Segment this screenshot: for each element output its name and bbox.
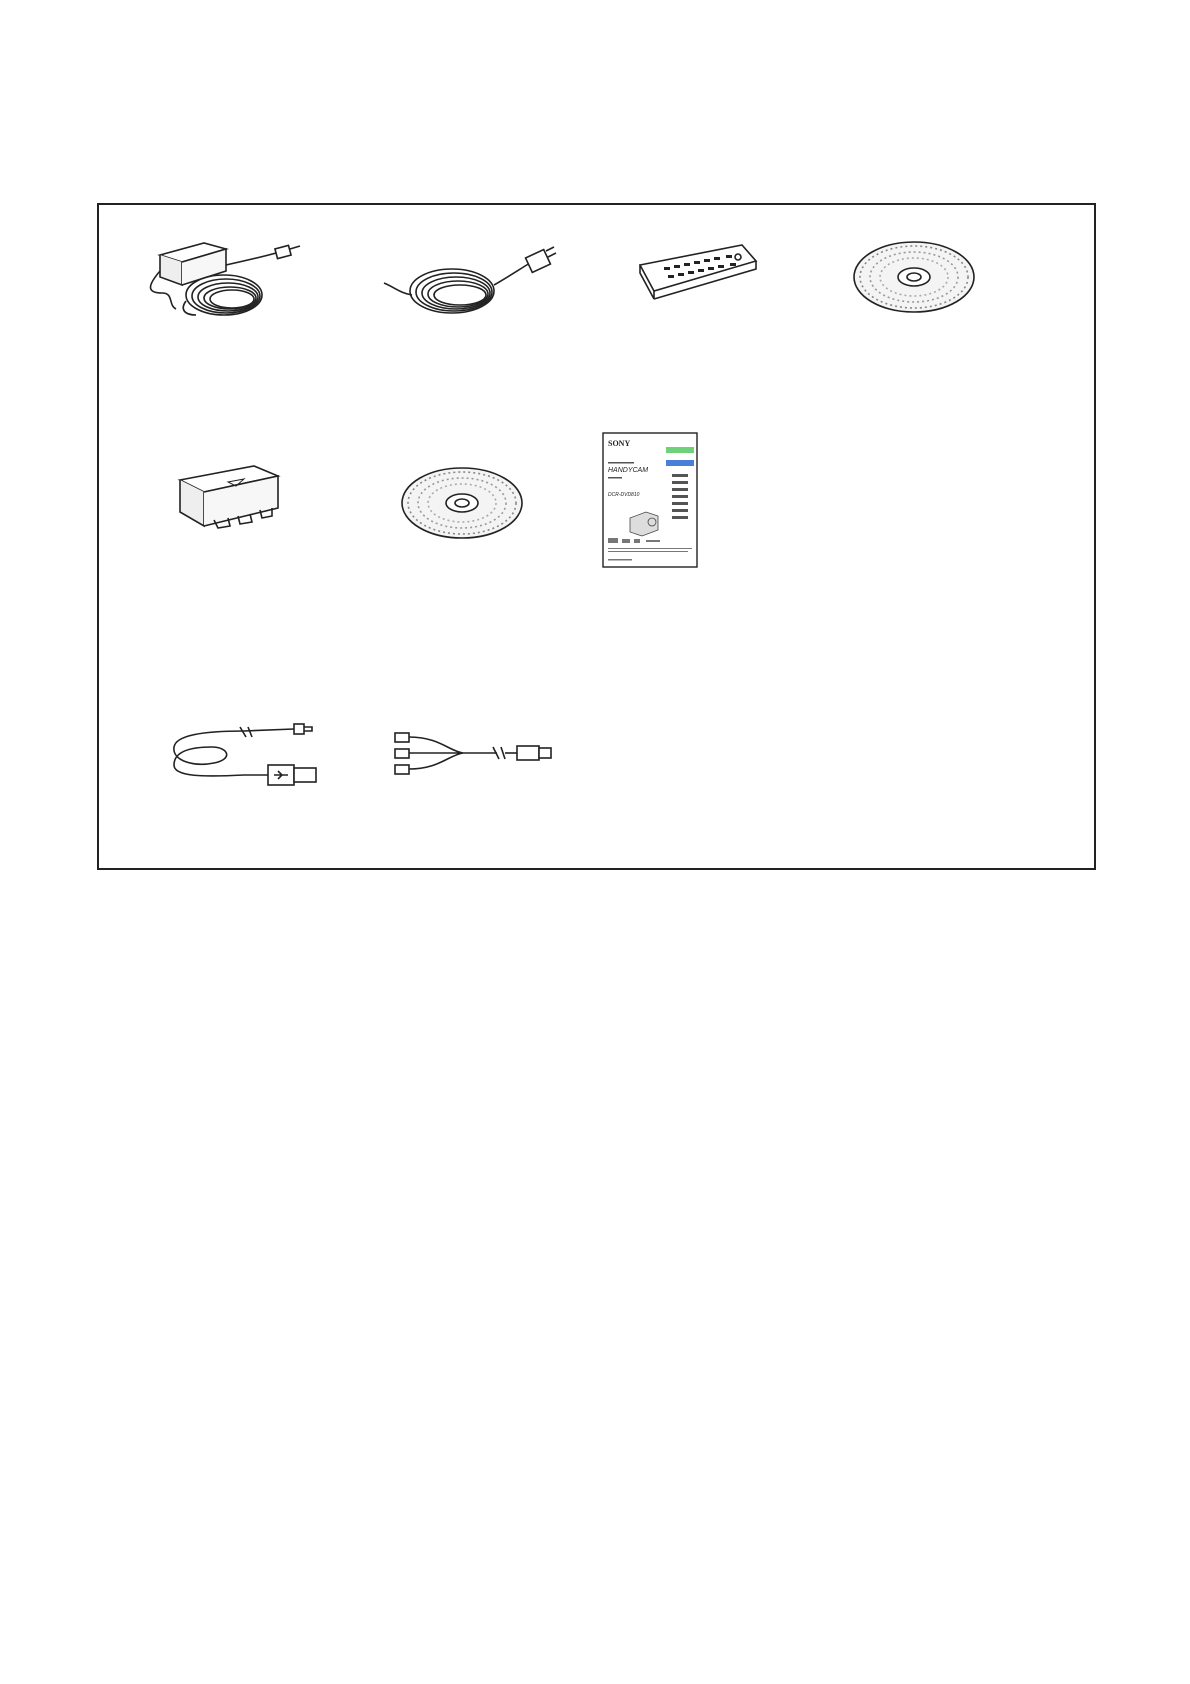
manual-product-line: HANDYCAM: [608, 467, 649, 474]
av-connecting-cable-icon: [389, 715, 564, 795]
manual-model: DCR-DVD810: [608, 492, 640, 498]
ac-adaptor-icon: [144, 235, 319, 335]
manual-brand: SONY: [608, 439, 631, 448]
accessories-frame: [97, 203, 1096, 870]
power-cord-icon: [382, 235, 557, 335]
cd-rom-icon: [851, 239, 977, 315]
usb-cable-icon: [164, 715, 324, 795]
cd-rom-icon: [399, 465, 525, 541]
battery-pack-icon: [174, 460, 294, 540]
operating-guide-booklet-icon: [602, 432, 698, 568]
remote-commander-icon: [634, 235, 764, 315]
